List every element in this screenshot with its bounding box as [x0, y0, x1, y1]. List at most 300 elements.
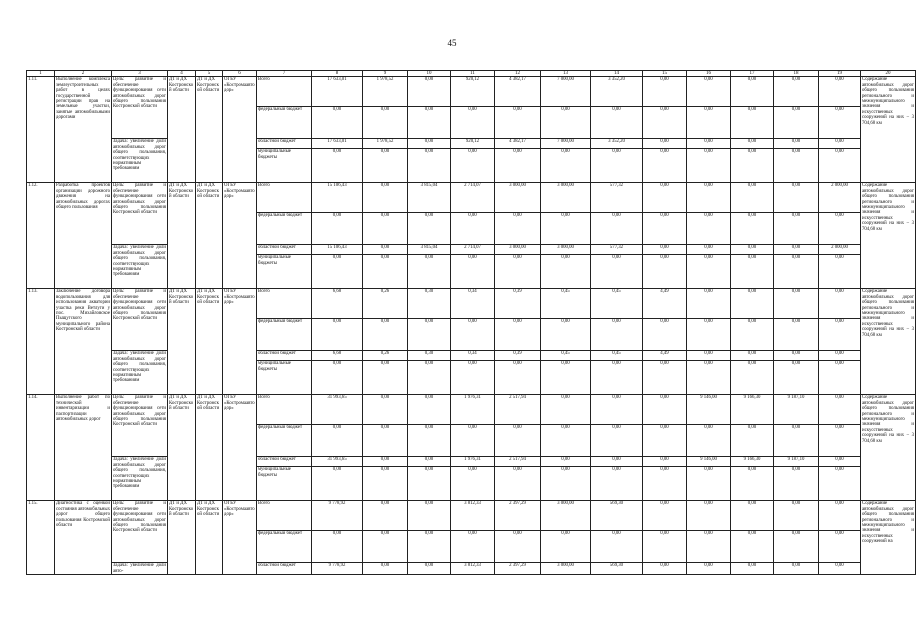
- amount-cell: 0,00: [774, 501, 819, 531]
- goal-text: Цель: развитие и обеспечение функционирования сети автомобильных дорог общего пользования Костромской области: [112, 77, 168, 139]
- amount-cell: 7 000,00: [541, 77, 591, 107]
- row-id: 1.11.: [27, 77, 55, 183]
- amount-cell: 4,49: [643, 351, 687, 361]
- task-text: Задача: увеличение доли автомобильных дорог общего пользования, соответствующих нормативным требованиям: [112, 351, 168, 395]
- amount-cell: 0,00: [541, 319, 591, 351]
- column-number: 9: [363, 71, 408, 77]
- amount-cell: 0,30: [408, 351, 451, 361]
- expected-result: Содержание автомобильных дорог общего пользования регионального и межмуниципального значения и искусственных сооружений на них – 3 704,68 км: [861, 183, 916, 289]
- amount-cell: 0,00: [774, 563, 819, 575]
- amount-cell: 0,39: [495, 351, 541, 361]
- amount-cell: 920,12: [451, 139, 495, 149]
- amount-cell: 0,00: [363, 107, 408, 139]
- amount-cell: 0,26: [363, 289, 408, 319]
- amount-cell: 0,00: [819, 501, 861, 531]
- amount-cell: 0,00: [731, 319, 774, 351]
- amount-cell: 0,00: [731, 255, 774, 289]
- amount-cell: 0,00: [819, 563, 861, 575]
- amount-cell: 0,00: [687, 467, 731, 501]
- amount-cell: 0,00: [774, 289, 819, 319]
- amount-cell: 0,00: [495, 531, 541, 563]
- amount-cell: 0,00: [731, 425, 774, 457]
- column-number: 18: [774, 71, 819, 77]
- amount-cell: 9 166,30: [731, 457, 774, 467]
- table-row: [27, 501, 916, 531]
- amount-cell: 7 000,00: [541, 139, 591, 149]
- amount-cell: 0,45: [541, 351, 591, 361]
- amount-cell: 0,00: [819, 457, 861, 467]
- goal-text: Цель: развитие и обеспечение функционирования сети автомобильных дорог общего пользования Костромской области: [112, 289, 168, 351]
- column-number: 20: [861, 71, 916, 77]
- amount-cell: 0,00: [774, 351, 819, 361]
- amount-cell: 0,39: [495, 289, 541, 319]
- amount-cell: 0,00: [495, 213, 541, 245]
- amount-cell: 31 993,65: [312, 457, 363, 467]
- measure-name: Разработка проектов организации дорожного движения на автомобильных дорогах общего пользования: [55, 183, 112, 289]
- amount-cell: 0,00: [819, 531, 861, 563]
- column-number: 17: [731, 71, 774, 77]
- amount-cell: 0,00: [312, 107, 363, 139]
- amount-cell: 9 166,30: [731, 395, 774, 425]
- measure-name: Выполнение комплекса землеустроительных работ в целях государственной регистрации прав на земельные участки, занятые автомобильными дорогами: [55, 77, 112, 183]
- column-number: 10: [408, 71, 451, 77]
- amount-cell: 0,00: [819, 213, 861, 245]
- amount-cell: 0,45: [591, 351, 643, 361]
- amount-cell: 0,00: [495, 319, 541, 351]
- amount-cell: 0,00: [541, 395, 591, 425]
- amount-cell: 6,68: [312, 351, 363, 361]
- amount-cell: 0,00: [731, 361, 774, 395]
- amount-cell: 0,00: [819, 289, 861, 319]
- column-number: 5: [196, 71, 223, 77]
- amount-cell: 0,00: [363, 361, 408, 395]
- table-row: [27, 183, 916, 213]
- table-row: [27, 139, 916, 149]
- amount-cell: 0,00: [687, 319, 731, 351]
- table-row: [27, 289, 916, 319]
- amount-cell: 0,00: [408, 319, 451, 351]
- amount-cell: 0,00: [408, 425, 451, 457]
- amount-cell: 0,34: [451, 351, 495, 361]
- executor: ДТ и ДХ Костромской области: [168, 395, 196, 501]
- amount-cell: 0,00: [731, 213, 774, 245]
- table-row: [27, 395, 916, 425]
- column-number: 3: [112, 71, 168, 77]
- amount-cell: 0,00: [687, 149, 731, 183]
- amount-cell: 0,34: [451, 289, 495, 319]
- amount-cell: 0,00: [731, 149, 774, 183]
- participant: ОГБУ «Костромаавтодор»: [223, 395, 257, 501]
- column-number: 8: [312, 71, 363, 77]
- amount-cell: 0,00: [731, 77, 774, 107]
- amount-cell: 0,00: [408, 563, 451, 575]
- amount-cell: 0,00: [819, 425, 861, 457]
- amount-cell: 2 517,94: [495, 395, 541, 425]
- amount-cell: 0,00: [363, 319, 408, 351]
- amount-cell: 0,00: [451, 467, 495, 501]
- amount-cell: 0,00: [363, 395, 408, 425]
- amount-cell: 3 000,00: [541, 501, 591, 531]
- amount-cell: 0,00: [643, 255, 687, 289]
- table-row: [27, 77, 916, 107]
- amount-cell: 3 815,04: [408, 183, 451, 213]
- amount-cell: 0,00: [819, 107, 861, 139]
- amount-cell: 0,00: [687, 425, 731, 457]
- amount-cell: 1 978,52: [363, 139, 408, 149]
- co-executor: ДТ и ДХ Костромской области: [196, 395, 223, 501]
- amount-cell: 0,00: [731, 245, 774, 255]
- funding-source: федеральный бюджет: [257, 107, 312, 139]
- amount-cell: 0,00: [687, 77, 731, 107]
- amount-cell: 0,00: [774, 425, 819, 457]
- amount-cell: 3 000,00: [541, 183, 591, 213]
- amount-cell: 0,00: [687, 563, 731, 575]
- amount-cell: 0,00: [819, 77, 861, 107]
- amount-cell: 9 146,00: [687, 395, 731, 425]
- co-executor: ДТ и ДХ Костромской области: [196, 183, 223, 289]
- amount-cell: 0,00: [495, 467, 541, 501]
- co-executor: ДТ и ДХ Костромской области: [196, 77, 223, 183]
- amount-cell: 0,00: [643, 467, 687, 501]
- amount-cell: 0,00: [312, 425, 363, 457]
- amount-cell: 0,00: [312, 213, 363, 245]
- funding-source: муниципальные бюджеты: [257, 149, 312, 183]
- amount-cell: 0,00: [731, 467, 774, 501]
- amount-cell: 0,00: [774, 183, 819, 213]
- funding-source: областной бюджет: [257, 563, 312, 575]
- funding-source: муниципальные бюджеты: [257, 467, 312, 501]
- amount-cell: 0,00: [312, 255, 363, 289]
- amount-cell: 0,00: [451, 425, 495, 457]
- amount-cell: 0,00: [731, 351, 774, 361]
- amount-cell: 31 993,65: [312, 395, 363, 425]
- amount-cell: 2 397,29: [495, 501, 541, 531]
- amount-cell: 1 976,31: [451, 457, 495, 467]
- amount-cell: 0,00: [541, 425, 591, 457]
- amount-cell: 0,00: [363, 563, 408, 575]
- amount-cell: 6,68: [312, 289, 363, 319]
- amount-cell: 0,00: [541, 457, 591, 467]
- amount-cell: 0,00: [643, 213, 687, 245]
- amount-cell: 0,00: [363, 425, 408, 457]
- amount-cell: 577,32: [591, 183, 643, 213]
- amount-cell: 0,00: [643, 563, 687, 575]
- amount-cell: 0,00: [687, 361, 731, 395]
- amount-cell: 4 382,17: [495, 139, 541, 149]
- amount-cell: 0,00: [451, 149, 495, 183]
- participant: ОГБУ «Костромаавтодор»: [223, 77, 257, 183]
- executor: ДТ и ДХ Костромской области: [168, 289, 196, 395]
- amount-cell: 0,00: [591, 531, 643, 563]
- co-executor: ДТ и ДХ Костромской области: [196, 289, 223, 395]
- executor: ДТ и ДХ Костромской области: [168, 77, 196, 183]
- funding-source: Всего: [257, 289, 312, 319]
- task-text: Задача: увеличение доли автомобильных дорог общего пользования, соответствующих нормативным требованиям: [112, 245, 168, 289]
- column-number: 11: [451, 71, 495, 77]
- amount-cell: 0,00: [363, 213, 408, 245]
- amount-cell: 0,00: [687, 139, 731, 149]
- amount-cell: 0,45: [541, 289, 591, 319]
- amount-cell: 0,30: [408, 289, 451, 319]
- amount-cell: 9 187,10: [774, 457, 819, 467]
- amount-cell: 0,00: [541, 361, 591, 395]
- amount-cell: 0,00: [643, 395, 687, 425]
- amount-cell: 0,00: [591, 149, 643, 183]
- amount-cell: 1 976,31: [451, 395, 495, 425]
- amount-cell: 1 978,52: [363, 77, 408, 107]
- amount-cell: 0,00: [408, 395, 451, 425]
- amount-cell: 0,26: [363, 351, 408, 361]
- measure-name: Выполнение работ по технической инвентаризации и паспортизации автомобильных дорог: [55, 395, 112, 501]
- amount-cell: 3 352,20: [591, 139, 643, 149]
- amount-cell: 9 146,00: [687, 457, 731, 467]
- table-row: [27, 351, 916, 361]
- funding-source: федеральный бюджет: [257, 319, 312, 351]
- amount-cell: 9 778,92: [312, 563, 363, 575]
- amount-cell: 2 000,00: [819, 183, 861, 213]
- amount-cell: 2 714,07: [451, 183, 495, 213]
- amount-cell: 0,00: [312, 319, 363, 351]
- amount-cell: 9 187,10: [774, 395, 819, 425]
- amount-cell: 0,00: [687, 501, 731, 531]
- amount-cell: 0,00: [495, 255, 541, 289]
- amount-cell: 3 000,00: [541, 245, 591, 255]
- amount-cell: 0,00: [363, 457, 408, 467]
- column-number: 7: [257, 71, 312, 77]
- column-number: 19: [819, 71, 861, 77]
- amount-cell: 15 106,43: [312, 183, 363, 213]
- amount-cell: 2 517,94: [495, 457, 541, 467]
- amount-cell: 0,00: [541, 255, 591, 289]
- column-number: 16: [687, 71, 731, 77]
- amount-cell: 3 000,00: [495, 183, 541, 213]
- funding-source: областной бюджет: [257, 351, 312, 361]
- task-text: Задача: увеличение доли авто-: [113, 563, 166, 574]
- participant: ОГБУ «Костромаавтодор»: [223, 183, 257, 289]
- amount-cell: 17 633,01: [312, 77, 363, 107]
- amount-cell: 0,00: [591, 319, 643, 351]
- amount-cell: 0,00: [819, 361, 861, 395]
- table-row: [27, 563, 916, 575]
- amount-cell: 0,00: [774, 77, 819, 107]
- amount-cell: 0,00: [408, 213, 451, 245]
- amount-cell: 0,00: [819, 139, 861, 149]
- amount-cell: 17 633,01: [312, 139, 363, 149]
- amount-cell: 0,00: [687, 183, 731, 213]
- amount-cell: 0,00: [363, 255, 408, 289]
- expected-result: Содержание автомобильных дорог общего пользования регионального и межмуниципального значения и искусственных сооружений на них – 3 704,68 км: [861, 289, 916, 395]
- amount-cell: 0,00: [312, 467, 363, 501]
- amount-cell: 0,00: [643, 183, 687, 213]
- amount-cell: 0,00: [643, 457, 687, 467]
- column-number: 12: [495, 71, 541, 77]
- amount-cell: 0,00: [643, 139, 687, 149]
- amount-cell: 4 382,17: [495, 77, 541, 107]
- row-id: 1.13.: [27, 289, 55, 395]
- amount-cell: 0,00: [451, 361, 495, 395]
- amount-cell: 0,00: [363, 501, 408, 531]
- amount-cell: 0,00: [541, 107, 591, 139]
- amount-cell: 0,00: [408, 77, 451, 107]
- funding-source: Всего: [257, 501, 312, 531]
- amount-cell: 0,00: [408, 139, 451, 149]
- amount-cell: 4,49: [643, 289, 687, 319]
- funding-source: областной бюджет: [257, 139, 312, 149]
- amount-cell: 0,00: [591, 107, 643, 139]
- amount-cell: 3 812,33: [451, 563, 495, 575]
- amount-cell: 0,00: [495, 425, 541, 457]
- amount-cell: 0,00: [591, 425, 643, 457]
- amount-cell: 0,00: [687, 213, 731, 245]
- amount-cell: 920,12: [451, 77, 495, 107]
- amount-cell: 0,00: [451, 213, 495, 245]
- page-number: 45: [447, 38, 457, 48]
- row-id: 1.15.: [27, 501, 55, 575]
- amount-cell: 0,00: [774, 467, 819, 501]
- executor: ДТ и ДХ Костромской области: [168, 183, 196, 289]
- amount-cell: 0,00: [591, 457, 643, 467]
- amount-cell: 0,00: [643, 77, 687, 107]
- amount-cell: 0,00: [541, 149, 591, 183]
- column-number: 13: [541, 71, 591, 77]
- funding-source: муниципальные бюджеты: [257, 361, 312, 395]
- amount-cell: 0,00: [731, 107, 774, 139]
- amount-cell: 0,00: [819, 319, 861, 351]
- amount-cell: 0,45: [591, 289, 643, 319]
- funding-source: областной бюджет: [257, 245, 312, 255]
- amount-cell: 0,00: [591, 467, 643, 501]
- row-id: 1.12.: [27, 183, 55, 289]
- participant: ОГБУ «Костромаавтодор»: [223, 501, 257, 575]
- funding-source: федеральный бюджет: [257, 425, 312, 457]
- row-id: 1.14.: [27, 395, 55, 501]
- amount-cell: 0,00: [451, 319, 495, 351]
- participant: ОГБУ «Костромаавтодор»: [223, 289, 257, 395]
- amount-cell: 0,00: [819, 149, 861, 183]
- goal-text: Цель: развитие и обеспечение функционирования сети автомобильных дорог общего пользования Костромской области: [112, 501, 168, 563]
- measure-name: Диагностика с оценкой состояния автомобильных дорог общего пользования Костромской области: [55, 501, 112, 575]
- amount-cell: 0,00: [591, 213, 643, 245]
- amount-cell: 0,00: [408, 149, 451, 183]
- amount-cell: 0,00: [774, 361, 819, 395]
- amount-cell: 0,00: [819, 467, 861, 501]
- amount-cell: 0,00: [687, 289, 731, 319]
- amount-cell: 0,00: [591, 255, 643, 289]
- co-executor: ДТ и ДХ Костромской области: [196, 501, 223, 575]
- amount-cell: 0,00: [687, 531, 731, 563]
- amount-cell: 0,00: [591, 361, 643, 395]
- amount-cell: 0,00: [408, 255, 451, 289]
- amount-cell: 0,00: [643, 245, 687, 255]
- funding-source: Всего: [257, 395, 312, 425]
- task-text: Задача: увеличение доли автомобильных дорог общего пользования, соответствующих нормативным требованиям: [112, 139, 168, 183]
- amount-cell: 2 397,29: [495, 563, 541, 575]
- amount-cell: 0,00: [643, 425, 687, 457]
- amount-cell: 0,00: [819, 395, 861, 425]
- amount-cell: 0,00: [408, 457, 451, 467]
- amount-cell: 0,00: [541, 531, 591, 563]
- amount-cell: 0,00: [363, 149, 408, 183]
- amount-cell: 577,32: [591, 245, 643, 255]
- amount-cell: 0,00: [495, 107, 541, 139]
- amount-cell: 0,00: [363, 467, 408, 501]
- table-row: [27, 457, 916, 467]
- amount-cell: 3 352,20: [591, 77, 643, 107]
- column-number: 14: [591, 71, 643, 77]
- column-number: 6: [223, 71, 257, 77]
- amount-cell: 0,00: [591, 395, 643, 425]
- amount-cell: 0,00: [363, 531, 408, 563]
- amount-cell: 0,00: [774, 107, 819, 139]
- amount-cell: 0,00: [451, 107, 495, 139]
- amount-cell: 0,00: [408, 467, 451, 501]
- amount-cell: 0,00: [643, 149, 687, 183]
- amount-cell: 0,00: [363, 245, 408, 255]
- amount-cell: 0,00: [408, 501, 451, 531]
- amount-cell: 0,00: [541, 213, 591, 245]
- goal-text: Цель: развитие и обеспечение функционирования сети автомобильных дорог общего пользования Костромской области: [112, 395, 168, 457]
- funding-source: муниципальные бюджеты: [257, 255, 312, 289]
- column-number: 1: [27, 71, 55, 77]
- amount-cell: 569,30: [591, 563, 643, 575]
- amount-cell: 0,00: [643, 531, 687, 563]
- goal-text: Цель: развитие и обеспечение функционирования сети автомобильных дорог общего пользования Костромской области: [112, 183, 168, 245]
- amount-cell: 0,00: [774, 245, 819, 255]
- funding-source: Всего: [257, 183, 312, 213]
- amount-cell: 0,00: [731, 183, 774, 213]
- expected-result: Содержание автомобильных дорог общего пользования регионального и межмуниципального значения и искусственных сооружений на них – 3 704,68 км: [861, 77, 916, 183]
- amount-cell: 0,00: [731, 563, 774, 575]
- amount-cell: 0,00: [495, 149, 541, 183]
- amount-cell: 0,00: [408, 361, 451, 395]
- expected-result: Содержание автомобильных дорог общего пользования регионального и межмуниципального значения и искусственных сооружений на: [861, 501, 916, 575]
- amount-cell: 0,00: [774, 213, 819, 245]
- funding-source: Всего: [257, 77, 312, 107]
- amount-cell: 2 000,00: [819, 245, 861, 255]
- amount-cell: 0,00: [541, 467, 591, 501]
- amount-cell: 0,00: [731, 531, 774, 563]
- column-number: 2: [55, 71, 112, 77]
- expected-result: Содержание автомобильных дорог общего пользования регионального и межмуниципального значения и искусственных сооружений на них – 3 704,68 км: [861, 395, 916, 501]
- amount-cell: 0,00: [687, 351, 731, 361]
- amount-cell: 0,00: [451, 255, 495, 289]
- amount-cell: 0,00: [408, 531, 451, 563]
- amount-cell: 0,00: [774, 149, 819, 183]
- amount-cell: 0,00: [312, 531, 363, 563]
- amount-cell: 3 812,33: [451, 501, 495, 531]
- amount-cell: 0,00: [363, 183, 408, 213]
- column-number: 15: [643, 71, 687, 77]
- table-row: [27, 245, 916, 255]
- amount-cell: 3 815,04: [408, 245, 451, 255]
- amount-cell: 0,00: [312, 149, 363, 183]
- amount-cell: 0,00: [819, 255, 861, 289]
- amount-cell: 0,00: [451, 531, 495, 563]
- amount-cell: 2 714,07: [451, 245, 495, 255]
- amount-cell: 0,00: [774, 139, 819, 149]
- program-table: [26, 70, 916, 575]
- amount-cell: 0,00: [774, 255, 819, 289]
- funding-source: областной бюджет: [257, 457, 312, 467]
- amount-cell: 0,00: [774, 319, 819, 351]
- amount-cell: 0,00: [819, 351, 861, 361]
- amount-cell: 3 000,00: [541, 563, 591, 575]
- amount-cell: 0,00: [687, 107, 731, 139]
- task-text: Задача: увеличение доли автомобильных дорог общего пользования, соответствующих нормативным требованиям: [112, 457, 168, 501]
- amount-cell: 0,00: [643, 319, 687, 351]
- amount-cell: 0,00: [774, 531, 819, 563]
- measure-name: Заключение договора водопользования для использования акватории участка реки Ветлуги у пос. Михайловское Пыщугского муниципального района Костромской области: [55, 289, 112, 395]
